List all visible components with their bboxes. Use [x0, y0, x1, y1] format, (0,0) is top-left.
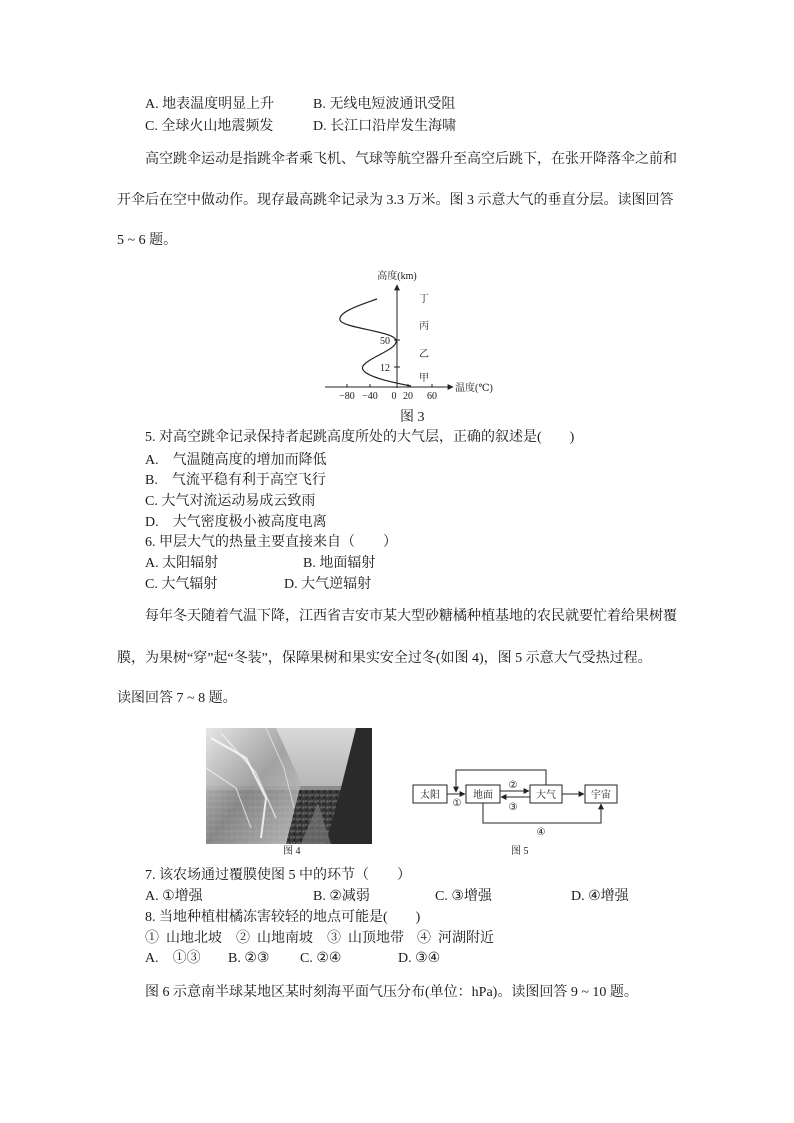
x-tick-label: 20 — [403, 391, 413, 402]
q7-option-a: A. ①增强 — [145, 889, 203, 904]
y-tick-label: 50 — [380, 336, 390, 347]
q4-option-a: A. 地表温度明显上升 — [145, 97, 275, 112]
q5-option-a: A. 气温随高度的增加而降低 — [145, 453, 327, 468]
temperature-curve — [340, 299, 411, 386]
q8-option-c: C. ②④ — [300, 951, 342, 966]
figure-3-caption: 图 3 — [400, 410, 425, 425]
q8-location-1: ① 山地北坡 — [145, 931, 222, 946]
passage-5-6-line-3: 5 ~ 6 题。 — [117, 233, 178, 248]
passage-5-6-line-2: 开伞后在空中做动作。现存最高跳伞记录为 3.3 万米。图 3 示意大气的垂直分层。读图回答 — [117, 193, 674, 208]
step-label-3: ③ — [508, 802, 518, 813]
passage-7-8-line-1: 每年冬天随着气温下降，江西省吉安市某大型砂糖橘种植基地的农民就要忙着给果树覆 — [145, 609, 677, 624]
layer-label-ding: 丁 — [419, 294, 429, 305]
passage-9-10-line-1: 图 6 示意南半球某地区某时刻海平面气压分布(单位：hPa)。读图回答 9 ~ 10 题。 — [145, 985, 638, 1000]
arrow-ground-to-space — [483, 803, 601, 823]
q5-option-b: B. 气流平稳有利于高空飞行 — [145, 473, 326, 488]
layer-label-bing: 丙 — [419, 321, 429, 332]
q7-option-b: B. ②减弱 — [313, 889, 370, 904]
x-axis-label: 温度(℃) — [455, 383, 493, 394]
q8-stem: 8. 当地种植柑橘冻害较轻的地点可能是( ) — [145, 910, 421, 925]
figure-5-heating-diagram — [405, 762, 625, 840]
q4-option-c: C. 全球火山地震频发 — [145, 119, 274, 134]
x-tick-label: 0 — [391, 391, 397, 402]
x-tick-label: −40 — [362, 391, 378, 402]
q6-option-d: D. 大气逆辐射 — [284, 577, 372, 592]
figure-5-caption: 图 5 — [511, 846, 529, 857]
q4-option-d: D. 长江口沿岸发生海啸 — [313, 119, 457, 134]
layer-label-yi: 乙 — [419, 349, 429, 360]
step-label-1: ① — [452, 798, 462, 809]
q6-option-a: A. 太阳辐射 — [145, 556, 219, 571]
y-axis-label: 高度(km) — [377, 271, 417, 282]
passage-7-8-line-2: 膜，为果树“穿”起“冬装”，保障果树和果实安全过冬(如图 4)，图 5 示意大气受热过程。 — [117, 651, 652, 666]
step-label-4: ④ — [536, 827, 546, 838]
node-sun-label: 太阳 — [420, 790, 440, 801]
q5-option-d: D. 大气密度极小被高度电离 — [145, 515, 327, 530]
q5-option-c: C. 大气对流运动易成云致雨 — [145, 494, 316, 509]
q8-location-4: ④ 河湖附近 — [417, 931, 494, 946]
q8-option-d: D. ③④ — [398, 951, 441, 966]
x-tick-label: 60 — [427, 391, 437, 402]
q7-option-c: C. ③增强 — [435, 889, 492, 904]
node-atmosphere-label: 大气 — [536, 790, 556, 801]
q8-location-3: ③ 山顶地带 — [327, 931, 404, 946]
x-tick-label: −80 — [339, 391, 355, 402]
q5-stem: 5. 对高空跳伞记录保持者起跳高度所处的大气层，正确的叙述是( ) — [145, 430, 575, 445]
step-label-2: ② — [508, 780, 518, 791]
q6-option-b: B. 地面辐射 — [303, 556, 376, 571]
q7-stem: 7. 该农场通过覆膜使图 5 中的环节（ ） — [145, 868, 411, 883]
q8-option-a: A. ①③ — [145, 951, 201, 966]
q8-option-b: B. ②③ — [228, 951, 270, 966]
q6-option-c: C. 大气辐射 — [145, 577, 218, 592]
q4-option-b: B. 无线电短波通讯受阻 — [313, 97, 456, 112]
figure-3-atmosphere-diagram — [320, 265, 510, 410]
q8-location-2: ② 山地南坡 — [236, 931, 313, 946]
node-space-label: 宇宙 — [591, 790, 611, 801]
figure-4-photo — [206, 728, 372, 844]
passage-7-8-line-3: 读图回答 7 ~ 8 题。 — [117, 691, 237, 706]
node-ground-label: 地面 — [473, 790, 493, 801]
passage-5-6-line-1: 高空跳伞运动是指跳伞者乘飞机、气球等航空器升至高空后跳下，在张开降落伞之前和 — [145, 152, 677, 167]
y-tick-label: 12 — [380, 363, 390, 374]
q6-stem: 6. 甲层大气的热量主要直接来自（ ） — [145, 535, 397, 550]
layer-label-jia: 甲 — [419, 373, 429, 384]
q7-option-d: D. ④增强 — [571, 889, 629, 904]
figure-4-caption: 图 4 — [283, 846, 301, 857]
